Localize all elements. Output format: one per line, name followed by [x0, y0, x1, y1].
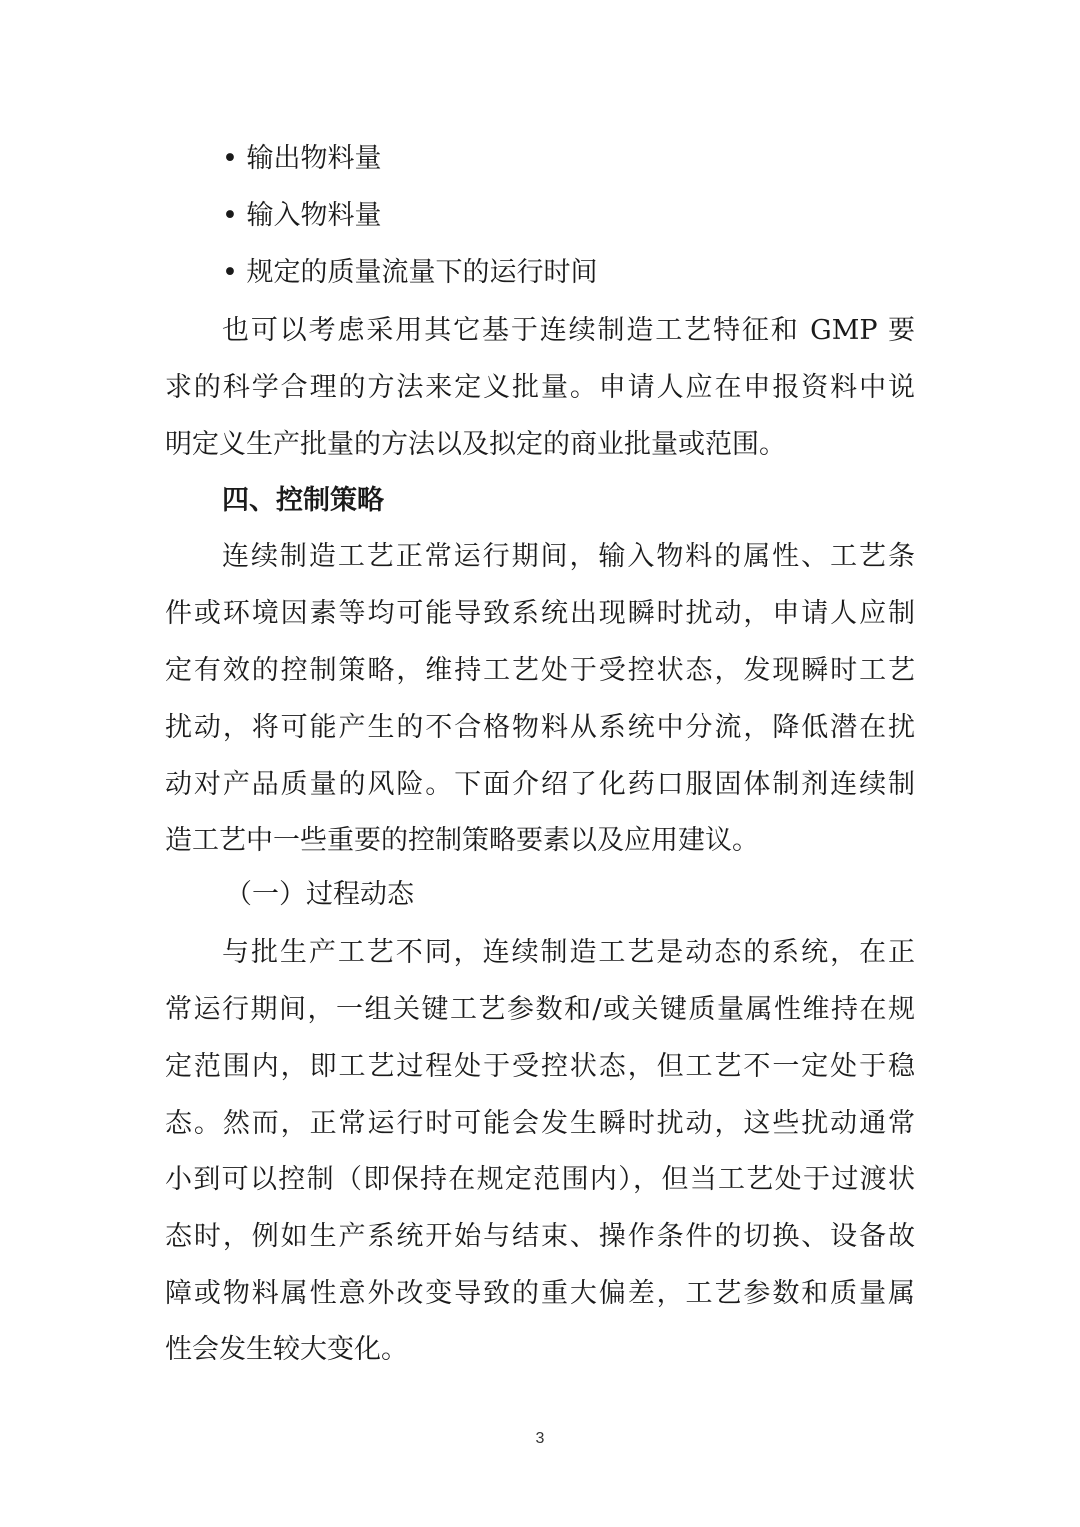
- paragraph-line: 与批生产工艺不同，连续制造工艺是动态的系统，在正: [222, 937, 915, 968]
- paragraph-line: 动对产品质量的风险。下面介绍了化药口服固体制剂连续制: [165, 769, 915, 800]
- bullet-item: • 规定的质量流量下的运行时间: [222, 257, 598, 288]
- paragraph-line: 明定义生产批量的方法以及拟定的商业批量或范围。: [165, 429, 786, 460]
- paragraph-line: 扰动，将可能产生的不合格物料从系统中分流，降低潜在扰: [165, 712, 915, 743]
- paragraph-line: 件或环境因素等均可能导致系统出现瞬时扰动，申请人应制: [165, 598, 915, 629]
- page-number: 3: [535, 1430, 545, 1447]
- paragraph-line: 障或物料属性意外改变导致的重大偏差，工艺参数和质量属: [165, 1278, 915, 1309]
- paragraph-line: 造工艺中一些重要的控制策略要素以及应用建议。: [165, 825, 759, 856]
- paragraph-line: 性会发生较大变化。: [165, 1334, 408, 1365]
- paragraph-line: 常运行期间，一组关键工艺参数和/或关键质量属性维持在规: [165, 994, 915, 1025]
- paragraph-line: 小到可以控制（即保持在规定范围内），但当工艺处于过渡状: [165, 1164, 915, 1195]
- paragraph-line: 求的科学合理的方法来定义批量。申请人应在申报资料中说: [165, 372, 915, 403]
- subsection-heading: （一）过程动态: [225, 879, 414, 910]
- paragraph-line: 态。然而，正常运行时可能会发生瞬时扰动，这些扰动通常: [165, 1108, 915, 1139]
- paragraph-line: 连续制造工艺正常运行期间，输入物料的属性、工艺条: [222, 541, 915, 572]
- paragraph-line: 定范围内，即工艺过程处于受控状态，但工艺不一定处于稳: [165, 1051, 915, 1082]
- bullet-item: • 输入物料量: [222, 200, 382, 231]
- paragraph-line: 也可以考虑采用其它基于连续制造工艺特征和 GMP 要: [222, 315, 915, 346]
- paragraph-line: 态时，例如生产系统开始与结束、操作条件的切换、设备故: [165, 1221, 915, 1252]
- bullet-item: • 输出物料量: [222, 143, 382, 174]
- section-heading: 四、控制策略: [222, 485, 384, 516]
- paragraph-line: 定有效的控制策略，维持工艺处于受控状态，发现瞬时工艺: [165, 655, 915, 686]
